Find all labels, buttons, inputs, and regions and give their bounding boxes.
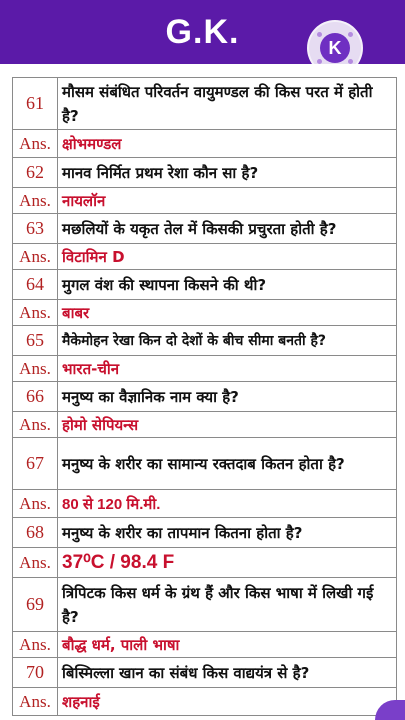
answer-label: Ans. [13,244,58,270]
answer-text: 37⁰C / 98.4 F [58,548,397,578]
answer-label: Ans. [13,548,58,578]
gk-question-table [12,77,397,716]
answer-row [13,412,397,438]
answer-text: क्षोभमण्डल [58,130,397,158]
answer-row [13,490,397,518]
answer-row [13,688,397,716]
logo-dot [348,59,353,64]
question-text: मैकेमोहन रेखा किन दो देशों के बीच सीमा बनती है? [58,326,397,356]
question-text: त्रिपिटक किस धर्म के ग्रंथ हैं और किस भाषा में लिखी गई है? [58,578,397,632]
question-text: मुगल वंश की स्थापना किसने की थी? [58,270,397,300]
answer-label: Ans. [13,188,58,214]
logo-dot [317,32,322,37]
question-row [13,658,397,688]
answer-row [13,300,397,326]
question-row [13,578,397,632]
question-number: 62 [13,158,58,188]
question-text: मौसम संबंधित परिवर्तन वायुमण्डल की किस परत में होती है? [58,78,397,130]
answer-row [13,244,397,270]
answer-row [13,632,397,658]
answer-label: Ans. [13,300,58,326]
question-text: मनुष्य का वैज्ञानिक नाम क्या है? [58,382,397,412]
answer-label: Ans. [13,412,58,438]
answer-row [13,548,397,578]
question-number: 61 [13,78,58,130]
question-number: 63 [13,214,58,244]
answer-text: बौद्ध धर्म, पाली भाषा [58,632,397,658]
question-row [13,382,397,412]
question-number: 65 [13,326,58,356]
question-row [13,78,397,130]
answer-label: Ans. [13,688,58,716]
answer-row [13,130,397,158]
answer-text: भारत-चीन [58,356,397,382]
answer-row [13,356,397,382]
answer-label: Ans. [13,130,58,158]
question-number: 64 [13,270,58,300]
question-number: 67 [13,438,58,490]
answer-row [13,188,397,214]
question-text: मानव निर्मित प्रथम रेशा कौन सा है? [58,158,397,188]
question-row [13,214,397,244]
question-text: मछलियों के यकृत तेल में किसकी प्रचुरता होती है? [58,214,397,244]
answer-label: Ans. [13,356,58,382]
question-number: 69 [13,578,58,632]
answer-label: Ans. [13,632,58,658]
question-number: 66 [13,382,58,412]
answer-text: होमो सेपियन्स [58,412,397,438]
question-number: 70 [13,658,58,688]
channel-logo-icon [307,20,363,76]
answer-text: बाबर [58,300,397,326]
question-text: मनुष्य के शरीर का सामान्य रक्तदाब कितन होता है? [58,438,397,490]
question-text: मनुष्य के शरीर का तापमान कितना होता है? [58,518,397,548]
answer-text: विटामिन D [58,244,397,270]
answer-label: Ans. [13,490,58,518]
question-row [13,518,397,548]
answer-text: शहनाई [58,688,397,716]
question-row [13,270,397,300]
question-row [13,326,397,356]
logo-letter: K [320,33,350,63]
logo-dot [348,32,353,37]
page-title: G.K. [165,12,240,51]
question-number: 68 [13,518,58,548]
answer-text: 80 से 120 मि.मी. [58,490,397,518]
question-row [13,158,397,188]
question-text: बिस्मिल्ला खान का संबंध किस वाद्ययंत्र से है? [58,658,397,688]
logo-dot [317,59,322,64]
question-row [13,438,397,490]
answer-text: नायलॉन [58,188,397,214]
